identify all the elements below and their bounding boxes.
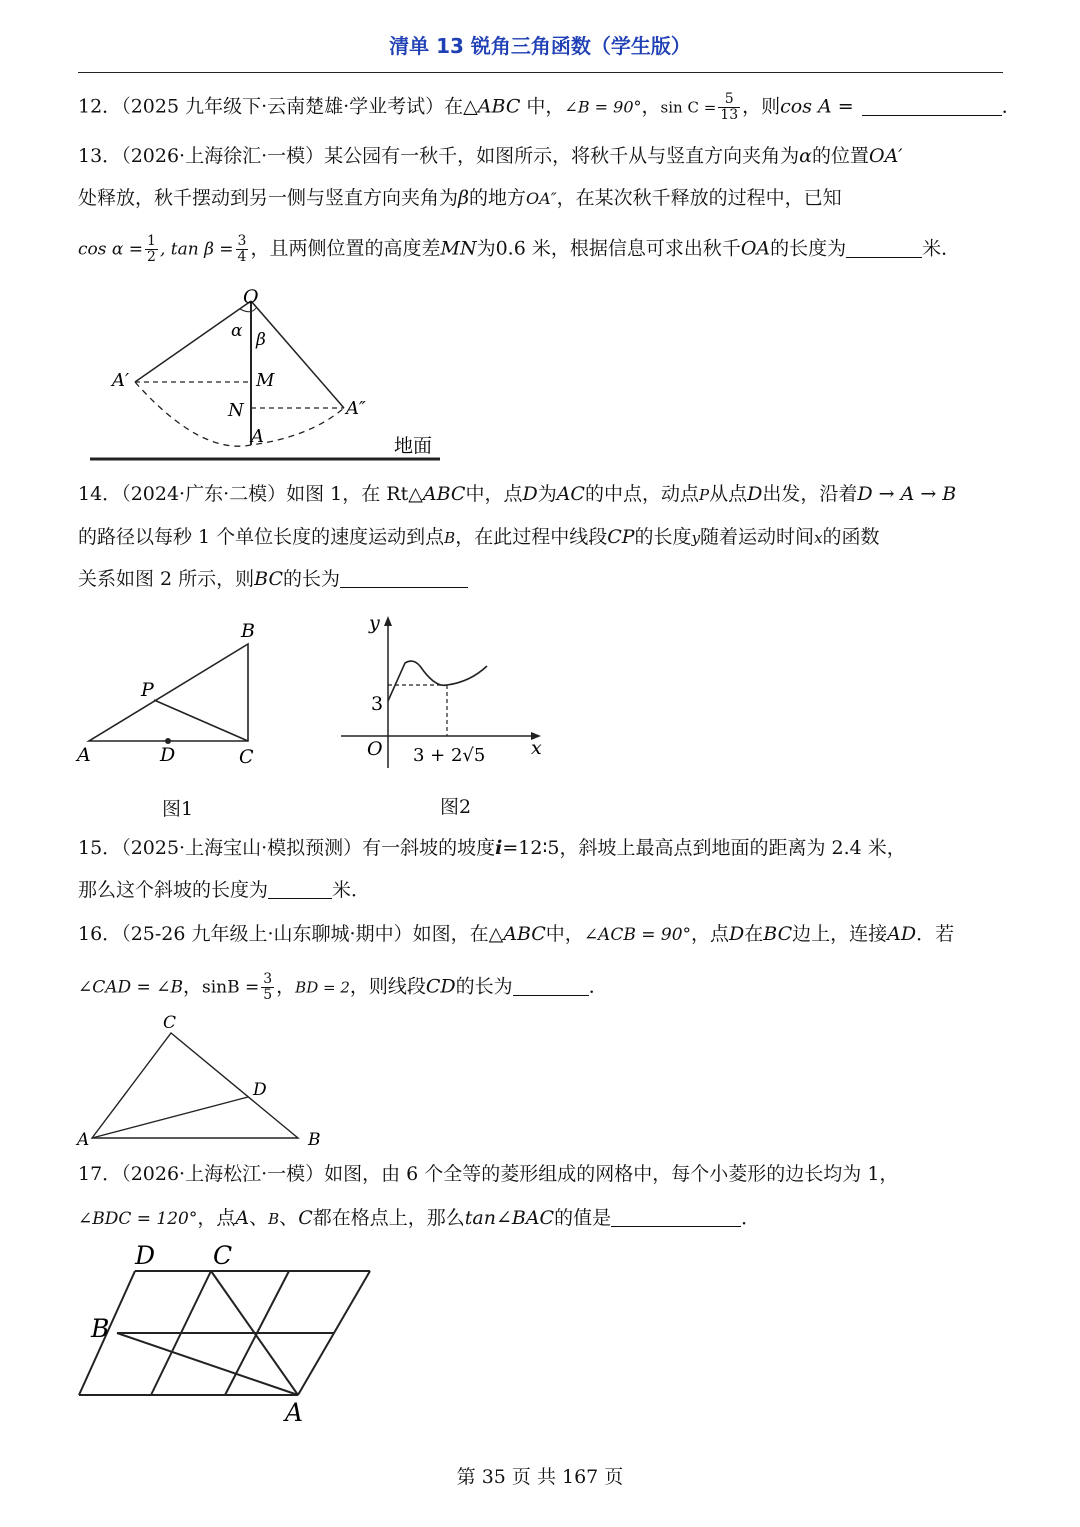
q14-ac: AC: [556, 483, 585, 505]
q16-frac-num: 3: [263, 971, 273, 987]
rope-right: [251, 301, 344, 408]
q15-text: 米．: [332, 879, 371, 901]
q16-text: ，点: [691, 923, 730, 945]
q16-answer-blank[interactable]: [513, 977, 589, 996]
q13-text: 某公园有一秋千，如图所示，将秋千从与竖直方向夹角为: [324, 145, 800, 167]
q13-oa1: OA′: [869, 145, 903, 167]
q16-text: ．: [588, 975, 608, 998]
label-a2: A″: [346, 398, 366, 419]
q17-text: 、: [279, 1207, 299, 1229]
label-b: B: [308, 1130, 321, 1150]
header-rule: [78, 72, 1003, 73]
q14-p: P: [698, 486, 710, 504]
q13-fraction: [145, 234, 158, 265]
q13-oa2: OA″: [526, 189, 557, 208]
label-o: O: [367, 738, 383, 760]
label-n: N: [228, 400, 244, 421]
label-alpha: α: [231, 321, 243, 341]
label-x-value: 3 + 2√5: [413, 745, 486, 766]
q13-fraction: [236, 234, 249, 265]
q14-line-1: [78, 482, 956, 507]
q13-frac-den: 2: [147, 249, 156, 265]
q16-triangle: ABC: [503, 923, 546, 945]
q14-text: 出发，沿着: [762, 483, 858, 505]
q14-y: y: [691, 529, 701, 547]
q13-frac-den: 4: [237, 249, 247, 265]
q13-text: 处释放，秋千摆动到另一侧与竖直方向夹角为: [78, 187, 459, 209]
q14-text: 为: [537, 483, 557, 505]
triangle-abc: [89, 644, 248, 741]
q13-text: 的位置: [811, 145, 869, 167]
q17-rhombus-grid: [75, 1240, 385, 1430]
rope-left: [135, 301, 251, 382]
q12-answer-blank[interactable]: [862, 97, 1002, 116]
q13-text: 为0.6 米，根据信息可求出秋千: [476, 237, 741, 260]
function-curve: [388, 661, 487, 701]
label-b: B: [241, 620, 255, 642]
q15-source: （2025·上海宝山·模拟预测）: [121, 837, 363, 859]
q16-number: 16．: [78, 923, 122, 945]
segment-ad: [92, 1097, 248, 1138]
q15-text: 那么这个斜坡的长度为: [78, 879, 269, 901]
q13-beta: β: [458, 187, 469, 209]
q14-cp: CP: [607, 526, 635, 548]
q16-cad: ∠CAD = ∠B: [78, 977, 183, 998]
q17-line-2: [78, 1206, 760, 1231]
q12-triangle: ABC: [477, 95, 521, 118]
q17-text: 的值是: [554, 1207, 612, 1229]
q12-source: （2025 九年级下·云南楚雄·学业考试）: [121, 95, 445, 118]
q12-line: [78, 92, 1021, 123]
label-beta: β: [256, 330, 266, 350]
q14-text: 如图 1，在 Rt△: [286, 483, 423, 505]
q15-line-1: [78, 836, 906, 860]
q14-figure-2-caption: 图2: [440, 796, 472, 818]
q17-c: C: [298, 1207, 313, 1229]
q17-b: B: [268, 1210, 280, 1228]
q13-cos: cos α =: [78, 239, 144, 260]
q13-text: 的长度为: [770, 237, 847, 260]
q14-text: 随着运动时间: [700, 526, 815, 548]
q14-d: D: [747, 483, 763, 505]
q12-frac-den: 13: [720, 107, 739, 123]
q14-number: 14．: [78, 483, 122, 505]
label-y: y: [369, 612, 380, 634]
q13-line-2: [78, 186, 842, 211]
q13-line-3: [78, 234, 960, 265]
q13-tan: , tan β =: [159, 239, 234, 260]
q16-text: ，则线段: [349, 975, 426, 998]
q16-text: 如图，在△: [412, 923, 504, 945]
q16-text: ，: [182, 975, 202, 998]
q13-text: 的地方: [469, 187, 527, 209]
q16-angle: ∠ACB = 90°: [583, 925, 692, 945]
q12-sin: sin C =: [660, 98, 717, 117]
label-ground: 地面: [394, 435, 433, 457]
q13-source: （2026·上海徐汇·一模）: [121, 145, 325, 167]
q16-text: ．若: [916, 923, 955, 945]
q13-mn: MN: [440, 237, 477, 260]
grid-ba-line: [117, 1333, 298, 1395]
q16-text: 在: [744, 923, 764, 945]
q15-number: 15．: [78, 837, 122, 859]
q16-text: 的长为: [455, 975, 513, 998]
q14-path: D → A → B: [857, 483, 957, 505]
q14-b: B: [444, 529, 456, 547]
q14-text: 的函数: [822, 526, 880, 548]
q16-triangle-figure: [75, 1010, 335, 1150]
label-d: D: [253, 1080, 267, 1100]
q13-answer-blank[interactable]: [846, 239, 922, 258]
q17-answer-blank[interactable]: [611, 1208, 741, 1227]
triangle-abc: [92, 1033, 298, 1138]
q17-angle: ∠BDC = 120°: [78, 1209, 198, 1229]
q13-oa: OA: [740, 237, 771, 260]
q17-line-1: [78, 1162, 898, 1186]
q16-cd: CD: [425, 975, 456, 998]
q12-number: 12．: [78, 95, 122, 118]
q16-sin: sinB =: [201, 977, 260, 998]
label-a1: A′: [112, 370, 130, 391]
q14-figure-2-graph: [335, 608, 555, 778]
q14-text: ，在此过程中线段: [455, 526, 608, 548]
q14-text: 从点: [709, 483, 748, 505]
q14-text: 关系如图 2 所示，则: [78, 568, 255, 590]
q13-text: ，在某次秋千释放的过程中，已知: [556, 187, 842, 209]
page-title: 清单 13 锐角三角函数（学生版）: [389, 34, 691, 58]
q14-d: D: [522, 483, 538, 505]
q14-triangle: ABC: [422, 483, 466, 505]
q12-text: ，则: [742, 95, 781, 118]
q14-x: x: [814, 529, 823, 547]
q13-number: 13．: [78, 145, 122, 167]
label-o: O: [243, 286, 259, 308]
q12-text: ，: [641, 95, 661, 118]
q17-number: 17．: [78, 1163, 122, 1185]
q12-text: 在△: [444, 95, 478, 118]
q14-text: 的长度: [634, 526, 692, 548]
label-3: 3: [371, 693, 384, 715]
page-footer: 第 35 页 共 167 页: [456, 1466, 624, 1488]
q14-figure-1-triangle: [75, 615, 285, 775]
q17-source: （2026·上海松江·一模）: [121, 1163, 325, 1185]
q16-text: ，: [276, 975, 296, 998]
q17-text: ．: [741, 1207, 761, 1229]
label-p: P: [141, 679, 154, 701]
label-c: C: [213, 1241, 233, 1270]
q12-angle: ∠B = 90°: [564, 97, 642, 117]
label-a: A: [285, 1398, 304, 1427]
q17-text: 、: [249, 1207, 269, 1229]
q12-fraction: [718, 92, 740, 123]
q12-text: 中，: [520, 95, 565, 118]
q15-text: =12∶5，斜坡上最高点到地面的距离为 2.4 米，: [502, 837, 906, 859]
q13-text: ，且两侧位置的高度差: [250, 237, 441, 260]
q14-source: （2024·广东·二模）: [121, 483, 287, 505]
label-x: x: [531, 737, 542, 759]
q12-cos: cos A =: [780, 95, 854, 118]
q12-frac-num: 5: [718, 92, 740, 108]
label-a: A: [251, 426, 264, 447]
q15-line-2: [78, 878, 370, 902]
q17-text: 如图，由 6 个全等的菱形组成的网格中，每个小菱形的边长均为 1，: [324, 1163, 899, 1185]
q16-line-2: [78, 972, 608, 1003]
q13-text: 米．: [922, 237, 961, 260]
q16-bd: BD = 2: [295, 978, 350, 997]
label-c: C: [163, 1013, 177, 1033]
label-b: B: [91, 1314, 110, 1343]
q17-tan: tan∠BAC: [464, 1207, 555, 1229]
q14-text: 中，点: [465, 483, 523, 505]
q16-source: （25-26 九年级上·山东聊城·期中）: [121, 923, 413, 945]
q13-alpha: α: [799, 145, 812, 167]
q16-text: 中，: [545, 923, 584, 945]
q15-text: 有一斜坡的坡度: [362, 837, 496, 859]
q16-line-1: [78, 922, 954, 947]
q14-text: 的长为: [283, 568, 341, 590]
q17-text: ，点: [197, 1207, 236, 1229]
q17-text: 都在格点上，那么: [312, 1207, 465, 1229]
label-m: M: [256, 370, 275, 391]
label-a: A: [77, 1130, 90, 1150]
q12-text: ．: [1001, 95, 1021, 118]
q16-fraction: [261, 972, 274, 1003]
label-d: D: [135, 1241, 156, 1270]
q14-bc: BC: [254, 568, 284, 590]
q16-frac-den: 5: [263, 987, 273, 1003]
q16-d: D: [729, 923, 745, 945]
q14-text: 的路径以每秒 1 个单位长度的速度运动到点: [78, 526, 445, 548]
q14-text: 的中点，动点: [584, 483, 699, 505]
label-d: D: [160, 744, 176, 766]
label-a: A: [77, 744, 91, 766]
q16-text: 边上，连接: [792, 923, 888, 945]
q15-i: i: [495, 837, 503, 859]
q13-frac-num: 1: [147, 233, 156, 249]
q16-ad: AD: [887, 923, 917, 945]
y-axis-arrow: [384, 616, 392, 626]
q13-swing-diagram: [80, 285, 460, 470]
q14-line-3: [78, 567, 468, 591]
q14-figure-1-caption: 图1: [162, 798, 194, 820]
q13-frac-num: 3: [237, 233, 247, 249]
q17-a: A: [235, 1207, 250, 1229]
q15-answer-blank[interactable]: [268, 880, 332, 899]
label-c: C: [239, 746, 254, 768]
q13-line-1: [78, 144, 903, 168]
q14-line-2: [78, 525, 880, 550]
q16-bc: BC: [763, 923, 793, 945]
q14-answer-blank[interactable]: [340, 569, 468, 588]
segment-cp: [154, 700, 248, 741]
angle-arc: [240, 308, 256, 312]
